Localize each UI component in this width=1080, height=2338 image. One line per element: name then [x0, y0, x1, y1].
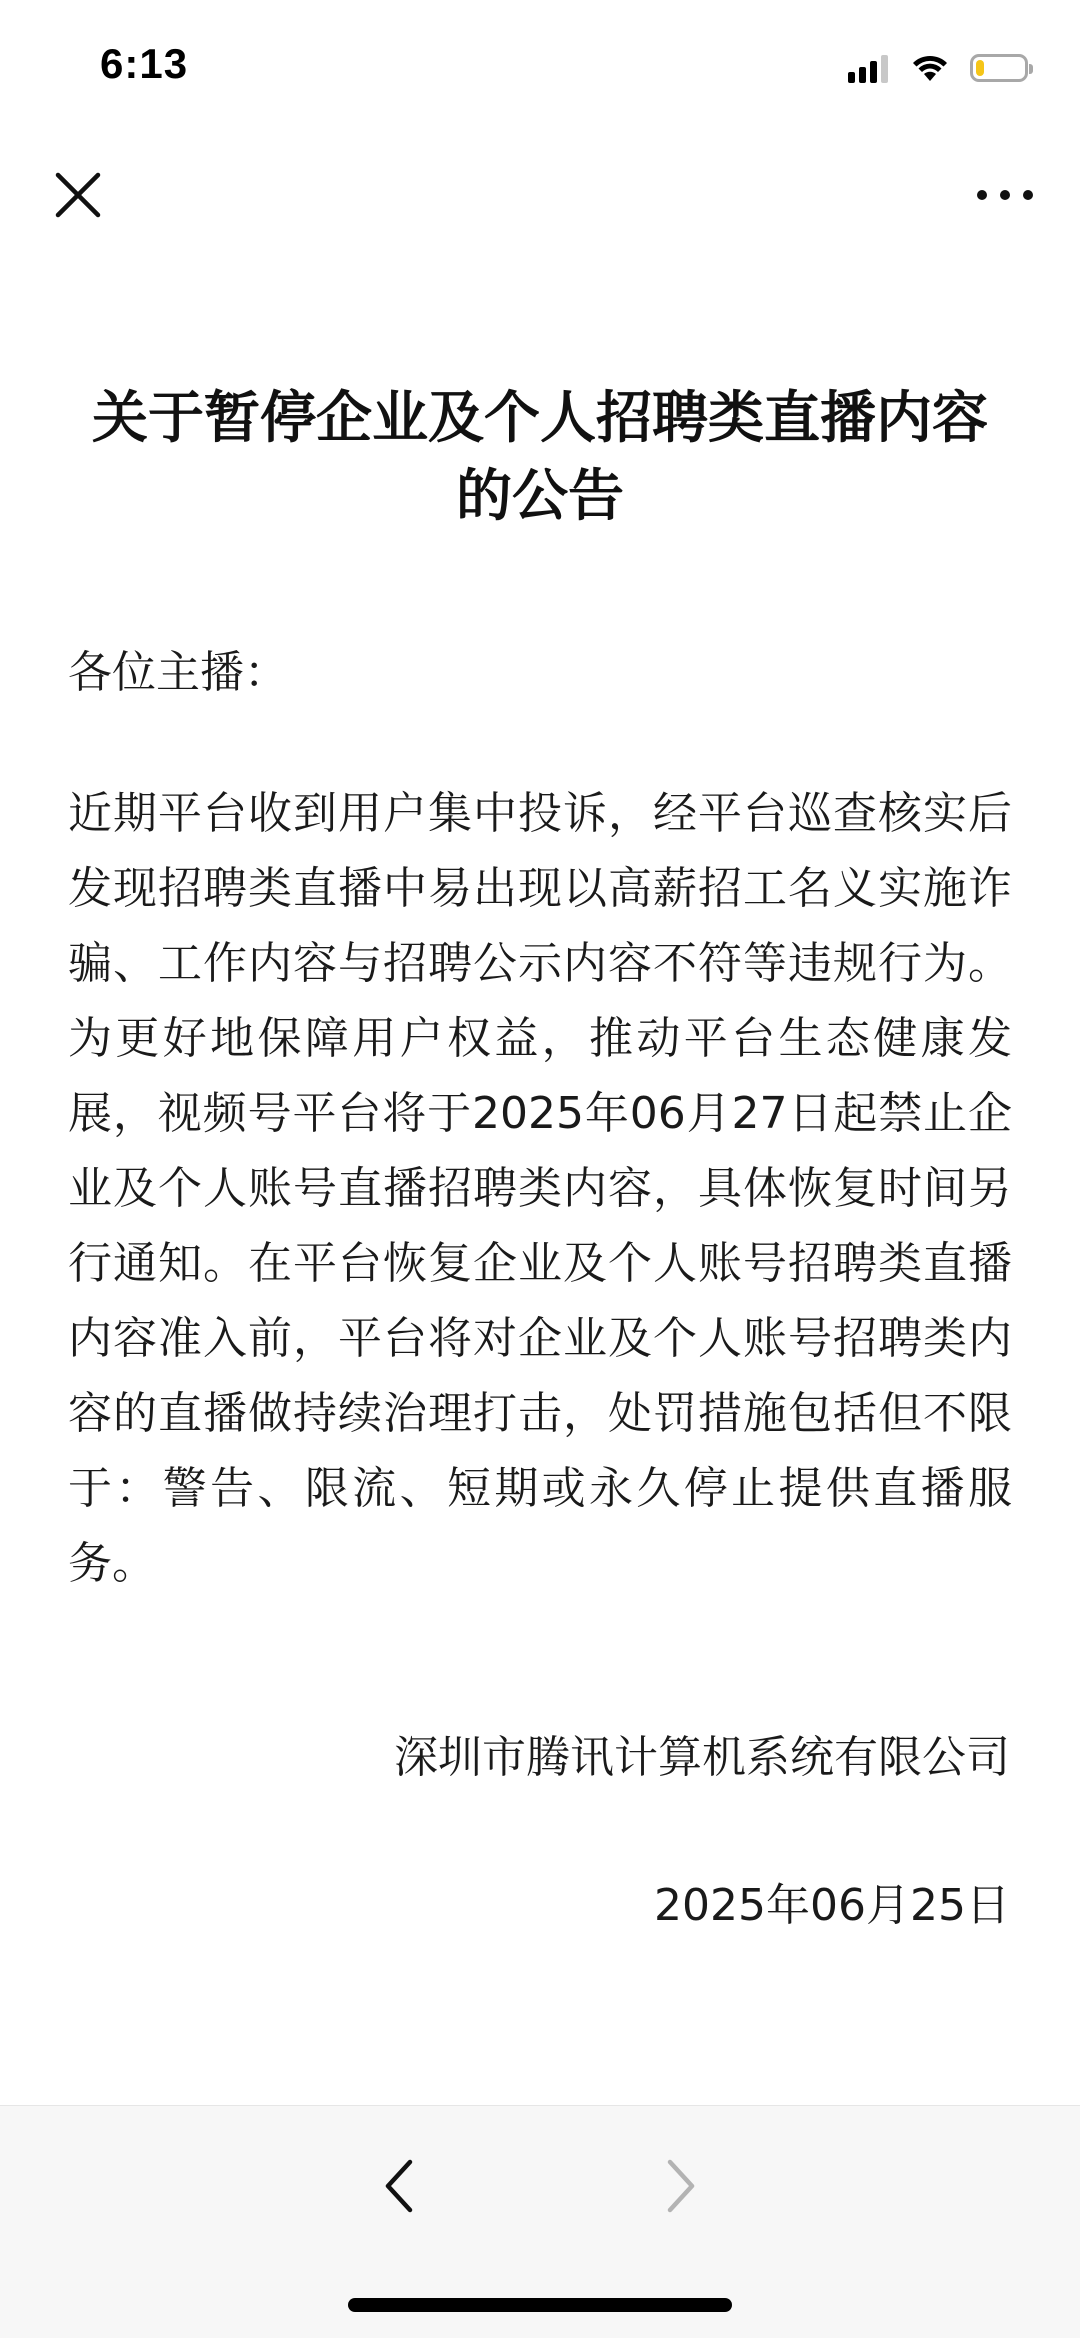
- chevron-right-icon: [650, 2146, 710, 2226]
- status-time: 6:13: [100, 40, 189, 87]
- signature: 深圳市腾讯计算机系统有限公司: [394, 1732, 1010, 1783]
- article: [68, 380, 1012, 1943]
- salutation: 各位主播：: [68, 647, 288, 698]
- publish-date: 2025年06月25日: [654, 1880, 1010, 1931]
- chevron-left-icon: [370, 2146, 430, 2226]
- back-button[interactable]: [370, 2146, 430, 2226]
- more-button[interactable]: [970, 170, 1040, 220]
- more-icon: [970, 170, 1040, 220]
- status-icons: [848, 48, 1028, 88]
- close-icon: [48, 165, 108, 225]
- forward-button: [650, 2146, 710, 2226]
- nav-bar: [0, 140, 1080, 240]
- article-title: 关于暂停企业及个人招聘类直播内容的公告: [92, 386, 988, 529]
- battery-icon: [970, 54, 1028, 82]
- status-bar: [0, 0, 1080, 130]
- battery-fill: [976, 60, 984, 76]
- wifi-icon: [910, 53, 950, 83]
- close-button[interactable]: [48, 165, 108, 225]
- home-indicator: [348, 2298, 732, 2312]
- article-body: 近期平台收到用户集中投诉，经平台巡查核实后发现招聘类直播中易出现以高薪招工名义实施诈骗、工作内容与招聘公示内容不符等违规行为。为更好地保障用户权益，推动平台生态健康发展，视频号平台将于2025年06月27日起禁止企业及个人账号直播招聘类内容，具体恢复时间另行通知。在平台恢复企业及个人账号招聘类直播内容准入前，平台将对企业及个人账号招聘类内容的直播做持续治理打击，处罚措施包括但不限于：警告、限流、短期或永久停止提供直播服务。: [68, 788, 1012, 1589]
- signal-icon: [848, 53, 892, 83]
